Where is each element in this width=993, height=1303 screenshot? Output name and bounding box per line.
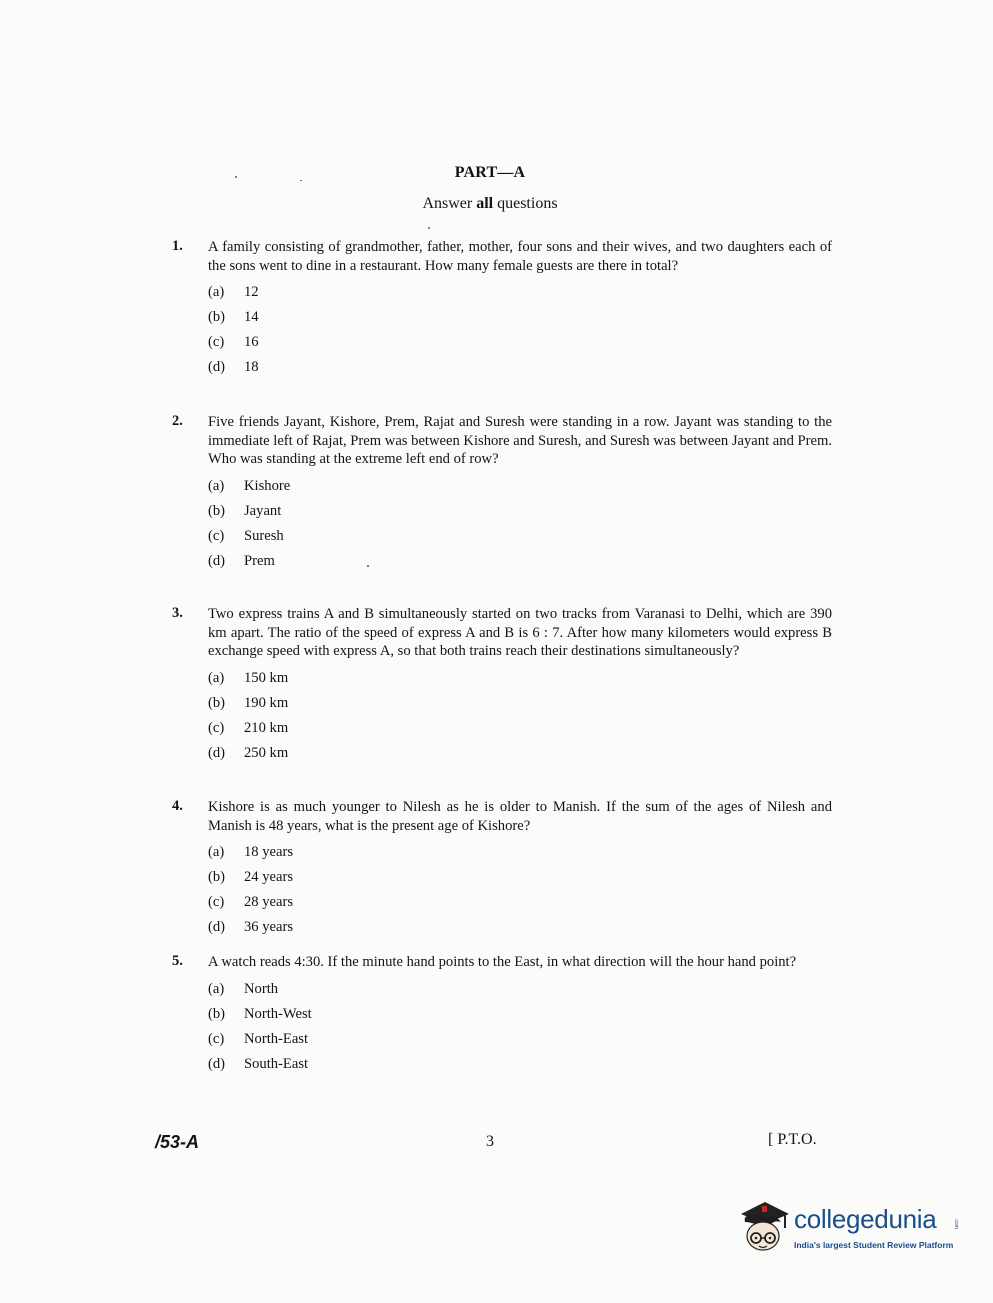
question-text: A watch reads 4:30. If the minute hand points to the East, in what direction will the hour hand point? — [208, 954, 797, 970]
option-a — [208, 666, 832, 691]
option-text: Suresh — [244, 527, 284, 544]
option-text: 150 km — [244, 669, 289, 686]
option-text: 190 km — [244, 694, 289, 711]
option-label: (a) — [208, 669, 225, 686]
option-text: 14 — [244, 309, 259, 326]
option-text: Prem — [244, 552, 275, 569]
paper-code: /53-A — [155, 1132, 200, 1152]
option-a — [208, 840, 832, 865]
collegedunia-logo — [735, 1196, 965, 1266]
option-label: (b) — [208, 1005, 226, 1022]
option-c — [208, 330, 832, 355]
instruction-suffix: questions — [493, 195, 558, 212]
option-c — [208, 524, 832, 549]
question-5 — [172, 953, 832, 1077]
question-text: Five friends Jayant, Kishore, Prem, Rajat and Suresh were standing in a row. Jayant was standing to the immediate left of Rajat, Prem was between Kishore and Suresh, and Suresh was between Jayant and Prem. Who was standing at the extreme left end of row? — [208, 414, 832, 468]
option-b — [208, 1002, 832, 1027]
option-d — [208, 915, 832, 940]
option-label: (a) — [208, 284, 225, 301]
option-b — [208, 691, 832, 716]
option-a — [208, 280, 832, 305]
option-text: 36 years — [244, 919, 294, 936]
option-text: 18 — [244, 359, 259, 376]
option-text: South-East — [244, 1055, 309, 1072]
option-text: North-East — [244, 1030, 309, 1047]
option-text: North-West — [244, 1005, 312, 1022]
question-text: Kishore is as much younger to Nilesh as he is older to Manish. If the sum of the ages of Nilesh and Manish is 48 years, what is the present age of Kishore? — [208, 799, 832, 834]
option-text: 16 — [244, 334, 259, 351]
option-text: 210 km — [244, 719, 289, 736]
option-text: 18 years — [244, 844, 294, 861]
scan-speck — [428, 227, 430, 229]
option-label: (b) — [208, 694, 226, 711]
option-text: North — [244, 980, 279, 997]
option-label: (b) — [208, 309, 226, 326]
option-label: (d) — [208, 552, 226, 569]
option-text: 24 years — [244, 869, 294, 886]
option-text: Jayant — [244, 502, 282, 519]
option-label: (c) — [208, 719, 225, 736]
option-text: 12 — [244, 284, 259, 301]
question-1 — [172, 238, 832, 380]
options-list — [208, 666, 832, 766]
question-number: 1. — [172, 238, 183, 254]
option-label: (d) — [208, 919, 226, 936]
instruction-emphasis: all — [476, 195, 494, 212]
instruction — [0, 195, 980, 213]
question-4 — [172, 798, 832, 940]
option-text: 250 km — [244, 744, 289, 761]
option-label: (c) — [208, 334, 225, 351]
option-b — [208, 305, 832, 330]
option-a — [208, 977, 832, 1002]
question-number: 5. — [172, 953, 183, 969]
option-label: (c) — [208, 1030, 225, 1047]
brand-name: collegedunia — [794, 1204, 937, 1234]
part-title: PART—A — [454, 164, 526, 181]
instruction-prefix: Answer — [422, 195, 477, 212]
option-c — [208, 716, 832, 741]
options-list — [208, 474, 832, 574]
question-text: A family consisting of grandmother, father, mother, four sons and their wives, and two daughters each of the sons went to dine in a restaurant. How many female guests are there in total? — [208, 239, 832, 274]
options-list — [208, 840, 832, 940]
option-text: 28 years — [244, 894, 294, 911]
question-number: 2. — [172, 413, 183, 429]
option-label: (a) — [208, 980, 225, 997]
question-number: 3. — [172, 605, 183, 621]
option-d — [208, 741, 832, 766]
question-number: 4. — [172, 798, 183, 814]
option-b — [208, 865, 832, 890]
question-text: Two express trains A and B simultaneously started on two tracks from Varanasi to Delhi, which are 390 km apart. The ratio of the speed of express A and B is 6 : 7. After how many kilometers would express B exchange speed with express A, so that both trains reach their destinations simultaneously? — [208, 606, 832, 660]
options-list — [208, 977, 832, 1077]
question-2 — [172, 413, 832, 574]
option-label: (b) — [208, 502, 226, 519]
page-number: 3 — [486, 1133, 494, 1150]
option-text: Kishore — [244, 477, 291, 494]
brand-tagline: India's largest Student Review Platform — [794, 1240, 954, 1250]
option-label: (d) — [208, 359, 226, 376]
option-c — [208, 890, 832, 915]
option-label: (d) — [208, 1055, 226, 1072]
brand-domain-suffix: .com — [953, 1218, 959, 1229]
option-b — [208, 499, 832, 524]
mascot-graduation-cap-icon — [735, 1196, 793, 1258]
pto-marker: [ P.T.O. — [768, 1131, 817, 1148]
option-label: (a) — [208, 477, 225, 494]
options-list — [208, 280, 832, 380]
question-3 — [172, 605, 832, 766]
option-d — [208, 355, 832, 380]
option-label: (b) — [208, 869, 226, 886]
option-label: (a) — [208, 844, 225, 861]
option-c — [208, 1027, 832, 1052]
option-label: (c) — [208, 527, 225, 544]
option-label: (c) — [208, 894, 225, 911]
option-d — [208, 549, 832, 574]
option-d — [208, 1052, 832, 1077]
option-label: (d) — [208, 744, 226, 761]
option-a — [208, 474, 832, 499]
